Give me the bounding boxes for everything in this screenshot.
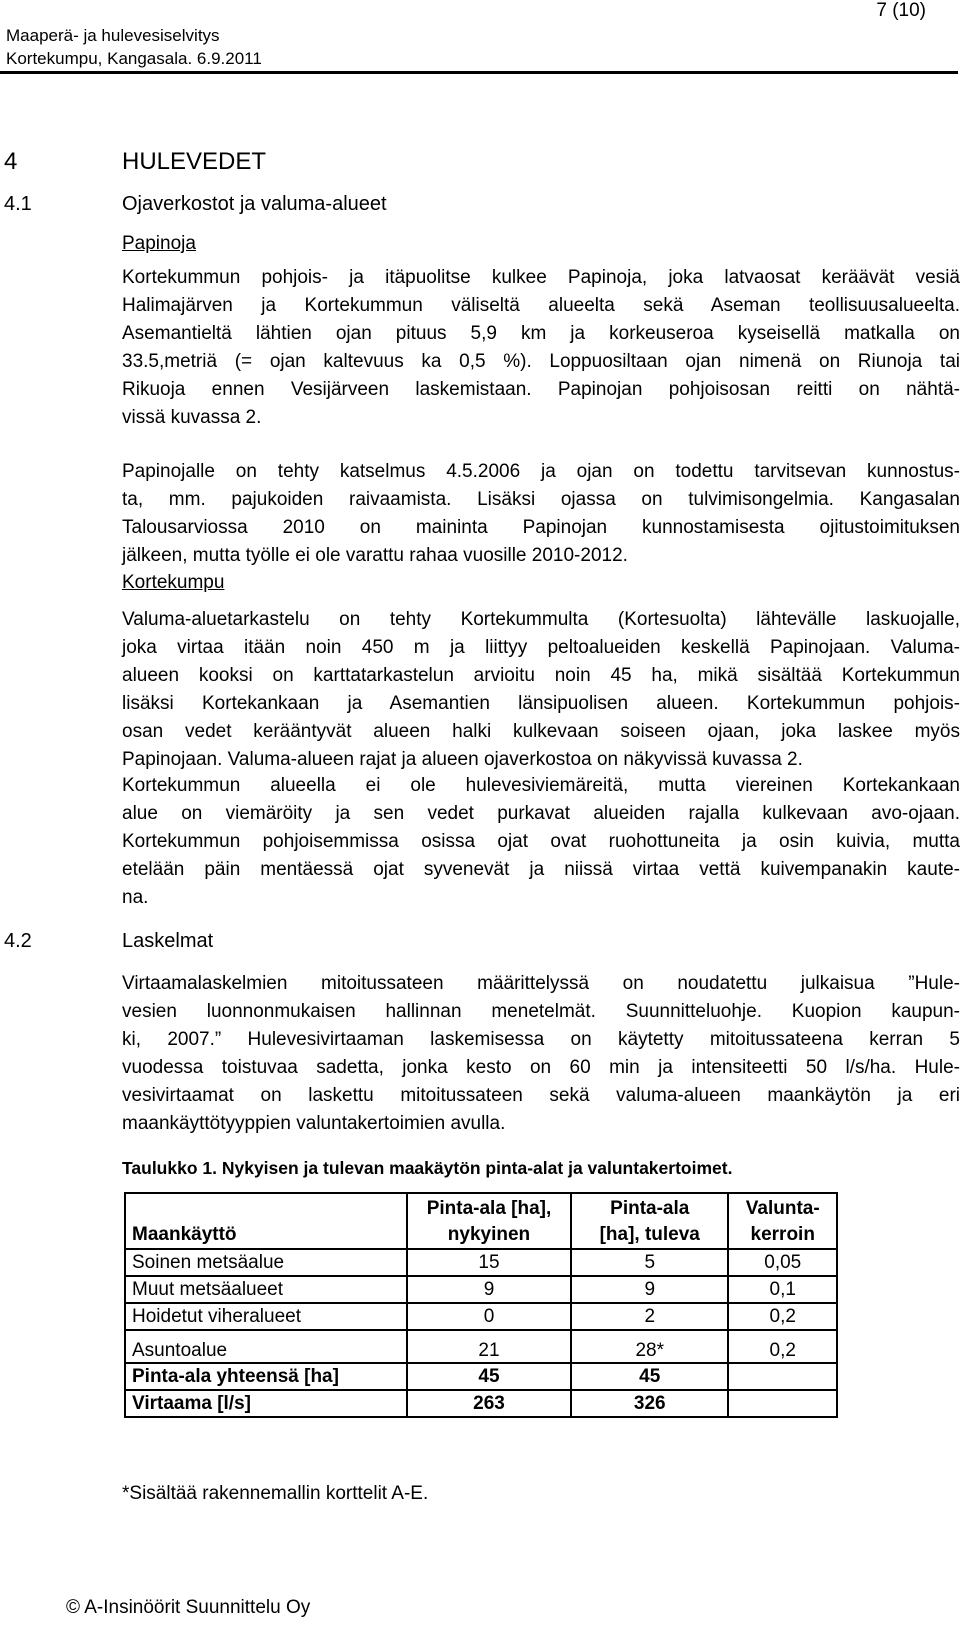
section-title: Ojaverkostot ja valuma-alueet [122,193,387,215]
table-cell: 45 [571,1363,728,1390]
table-cell: 9 [571,1276,728,1303]
section-title: Laskelmat [122,930,214,952]
table-row [125,1303,837,1330]
text-line: Kortekummun alueella ei ole hulevesiviemäreitä, mutta viereinen Kortekankaan [122,775,960,796]
papinoja-paragraph-1 [122,264,960,432]
text-line: maankäyttötyyppien valuntakertoimien avulla. [122,1113,506,1134]
table-cell: Pinta-ala yhteensä [ha] [125,1363,407,1390]
text-line: vesien luonnonmukaisen hallinnan menetelmät. Suunnitteluohje. Kuopion kaupun- [122,1001,960,1022]
header-title-block [6,24,262,70]
text-line: vuodessa toistuvaa sadetta, jonka kesto on 60 min ja intensiteetti 50 l/s/ha. Hule- [122,1057,960,1078]
laskelmat-paragraph [122,970,960,1138]
section-4-heading [4,148,266,176]
table-cell: 0,05 [728,1249,837,1276]
table-cell: Muut metsäalueet [125,1276,407,1303]
table-row [125,1249,837,1276]
table-cell [728,1390,837,1417]
table-row-total-area [125,1363,837,1390]
table-cell: 28* [571,1330,728,1363]
header-divider [0,71,958,74]
section-4-2-heading [4,930,213,953]
table-cell: 263 [407,1390,571,1417]
table-cell: 0,1 [728,1276,837,1303]
table-cell: 0,2 [728,1330,837,1363]
text-line: joka virtaa itään noin 450 m ja liittyy peltoalueiden keskellä Papinojaan. Valuma- [122,637,960,658]
table-cell: 45 [407,1363,571,1390]
table-header-row [125,1193,837,1249]
text-line: etelään päin mentäessä ojat syvenevät ja niissä virtaa vettä kuivempanakin kaute- [122,859,960,880]
text-line: Virtaamalaskelmien mitoitussateen määrittelyssä on noudatettu julkaisua ”Hule- [122,973,960,994]
table-cell: 21 [407,1330,571,1363]
section-number: 4.1 [4,193,32,215]
text-line: Asemantieltä lähtien ojan pituus 5,9 km ja korkeuseroa kyseisellä matkalla on [122,323,960,344]
table-cell: 326 [571,1390,728,1417]
land-use-table [124,1192,838,1418]
table-cell: Asuntoalue [125,1330,407,1363]
text-line: Rikuoja ennen Vesijärveen laskemistaan. Papinojan pohjoisosan reitti on nähtä- [122,379,960,400]
section-number: 4 [4,148,18,175]
table-cell: 15 [407,1249,571,1276]
text-line: Talousarviossa 2010 on maininta Papinojan kunnostamisesta ojitustoimituksen [122,517,960,538]
column-header-valuntakerroin: Valunta- kerroin [728,1193,837,1249]
table-cell: 2 [571,1303,728,1330]
text-line: vesivirtaamat on laskettu mitoitussateen sekä valuma-alueen maankäytön ja eri [122,1085,960,1106]
text-line: lisäksi Kortekankaan ja Asemantien länsipuolisen alueen. Kortekummun pohjois- [122,693,960,714]
column-header-maankaytto: Maankäyttö [125,1193,407,1249]
text-line: Papinojaan. Valuma-alueen rajat ja alueen ojaverkostoa on näkyvissä kuvassa 2. [122,749,803,770]
header-title: Maaperä- ja hulevesiselvitys [6,26,220,45]
subheading-kortekumpu: Kortekumpu [122,572,225,593]
table-cell [728,1363,837,1390]
papinoja-paragraph-2 [122,458,960,570]
text-line: Valuma-aluetarkastelu on tehty Kortekummulta (Kortesuolta) lähtevälle laskuojalle, [122,609,960,630]
copyright-footer: © A-Insinöörit Suunnittelu Oy [66,1597,311,1618]
text-line: Kortekummun pohjois- ja itäpuolitse kulkee Papinoja, joka latvaosat keräävät vesiä [122,267,960,288]
table-row [125,1276,837,1303]
table-cell: 5 [571,1249,728,1276]
text-line: osan vedet kerääntyvät alueen halki kulkevaan soiseen ojaan, joka laskee myös [122,721,960,742]
text-line: alue on viemäröity ja sen vedet purkavat alueiden rajalla kulkevaan avo-ojaan. [122,803,960,824]
text-line: 33.5,metriä (= ojan kaltevuus ka 0,5 %). Loppuosiltaan ojan nimenä on Riunoja tai [122,351,960,372]
section-title: HULEVEDET [122,148,267,175]
table-cell: 0,2 [728,1303,837,1330]
text-line: ta, mm. pajukoiden raivaamista. Lisäksi ojassa on tulvimisongelmia. Kangasalan [122,489,960,510]
text-line: alueen kooksi on karttatarkastelun arvioitu noin 45 ha, mikä sisältää Kortekummun [122,665,960,686]
section-4-1-heading [4,193,387,216]
kortekumpu-paragraph-2 [122,772,960,912]
kortekumpu-paragraph-1 [122,606,960,774]
table-row [125,1330,837,1363]
table-cell: Virtaama [l/s] [125,1390,407,1417]
table-cell: 9 [407,1276,571,1303]
text-line: vissä kuvassa 2. [122,407,262,428]
text-line: Kortekummun pohjoisemmissa osissa ojat ovat ruohottuneita ja osin kuivia, mutta [122,831,960,852]
text-line: jälkeen, mutta työlle ei ole varattu rahaa vuosille 2010-2012. [122,545,628,566]
page-number: 7 (10) [876,0,926,21]
text-line: Papinojalle on tehty katselmus 4.5.2006 ja ojan on todettu tarvitsevan kunnostus- [122,461,960,482]
table-footnote: *Sisältää rakennemallin korttelit A-E. [122,1483,429,1504]
table-cell: Hoidetut viheralueet [125,1303,407,1330]
text-line: Halimajärven ja Kortekummun väliseltä alueelta sekä Aseman teollisuusalueelta. [122,295,960,316]
text-line: na. [122,887,149,908]
subheading-papinoja: Papinoja [122,233,196,254]
header-subtitle: Kortekumpu, Kangasala. 6.9.2011 [6,49,262,68]
table-cell: 0 [407,1303,571,1330]
table-caption: Taulukko 1. Nykyisen ja tulevan maakäytön pinta-alat ja valuntakertoimet. [122,1158,733,1178]
column-header-pinta-ala-nykyinen: Pinta-ala [ha], nykyinen [407,1193,571,1249]
section-number: 4.2 [4,930,32,952]
table-row-flow-rate [125,1390,837,1417]
text-line: ki, 2007.” Hulevesivirtaaman laskemisessa on käytetty mitoitussateena kerran 5 [122,1029,960,1050]
table-cell: Soinen metsäalue [125,1249,407,1276]
column-header-pinta-ala-tuleva: Pinta-ala [ha], tuleva [571,1193,728,1249]
